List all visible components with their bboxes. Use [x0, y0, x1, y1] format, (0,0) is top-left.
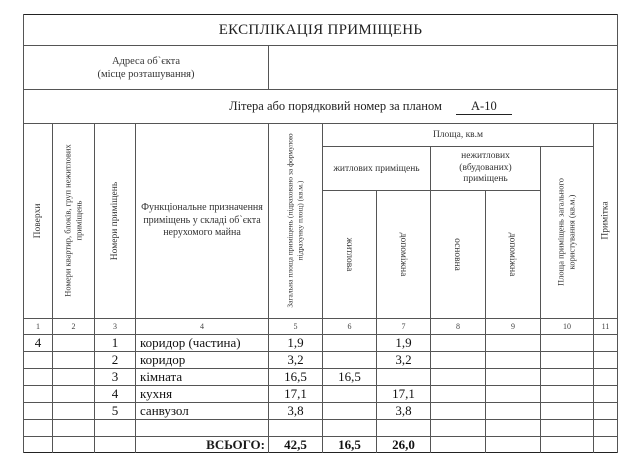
cell-note	[594, 352, 617, 368]
column-number: 9	[511, 322, 515, 331]
cell-common-area	[541, 420, 593, 436]
total-aux-sum: 26,0	[392, 437, 415, 452]
cell-living-area: 16,5	[338, 369, 361, 384]
cell-living-area	[323, 386, 376, 402]
cell-floor	[24, 403, 52, 419]
header-floors: Поверхи	[33, 203, 43, 239]
address-label-line2: (місце розташування)	[97, 68, 195, 80]
cell-living-area	[323, 352, 376, 368]
column-number: 11	[601, 322, 610, 331]
header-area-group: Площа, кв.м	[432, 130, 484, 140]
total-common-sum	[541, 437, 593, 452]
header-common-area: Площа приміщень загального користування (кв.м.)	[555, 178, 577, 286]
cell-aux-area	[377, 420, 430, 436]
table-border-bottom	[23, 452, 618, 453]
column-number: 3	[113, 322, 117, 331]
cell-common-area	[541, 403, 593, 419]
address-label	[24, 46, 268, 89]
cell-aux-area	[377, 369, 430, 385]
total-main-nr-sum	[431, 437, 485, 452]
cell-floor: 4	[34, 335, 42, 350]
cell-unit-group	[53, 352, 94, 368]
header-residential-group: житлових приміщень	[333, 163, 420, 174]
cell-note	[594, 403, 617, 419]
column-number: 7	[401, 322, 406, 331]
header-nonresidential-group: нежитлових (вбудованих) приміщень	[459, 151, 512, 185]
header-residential-aux: допоміжна	[398, 232, 409, 277]
cell-aux-area: 3,2	[395, 352, 412, 367]
total-area-sum: 42,5	[284, 437, 307, 452]
cell-total-area: 3,2	[287, 352, 304, 367]
cell-aux-area: 17,1	[392, 386, 415, 401]
header-note: Примітка	[600, 201, 610, 240]
cell-aux-nonresidential	[486, 386, 540, 402]
table-border-right	[617, 14, 618, 453]
cell-room-number: 5	[111, 403, 119, 418]
cell-purpose: кухня	[140, 386, 173, 401]
cell-floor	[24, 369, 52, 385]
cell-floor	[24, 386, 52, 402]
cell-note	[594, 335, 617, 351]
total-note	[594, 437, 617, 452]
column-number: 1	[36, 322, 40, 331]
total-aux-nr-sum	[486, 437, 540, 452]
cell-total-area: 16,5	[284, 369, 307, 384]
cell-aux-nonresidential	[486, 369, 540, 385]
cell-unit-group	[53, 369, 94, 385]
cell-total-area: 17,1	[284, 386, 307, 401]
cell-purpose: коридор	[140, 352, 186, 367]
cell-room-number: 3	[111, 369, 119, 384]
cell-unit-group	[53, 386, 94, 402]
litera-row	[24, 90, 617, 123]
cell-purpose: кімната	[140, 369, 183, 384]
address-value[interactable]	[269, 46, 617, 89]
cell-aux-area: 3,8	[395, 403, 412, 418]
header-unit-numbers: Номери квартир, блоків, груп нежитлових приміщень	[62, 144, 83, 297]
cell-common-area	[541, 369, 593, 385]
cell-living-area	[323, 335, 376, 351]
cell-aux-nonresidential	[486, 335, 540, 351]
cell-living-area	[323, 420, 376, 436]
cell-note	[594, 369, 617, 385]
cell-floor	[24, 420, 52, 436]
cell-common-area	[541, 335, 593, 351]
column-number: 5	[293, 322, 298, 331]
cell-room-number	[95, 420, 135, 436]
cell-total-area: 3,8	[287, 403, 304, 418]
cell-purpose: санвузол	[140, 403, 189, 418]
document-title: ЕКСПЛІКАЦІЯ ПРИМІЩЕНЬ	[218, 21, 423, 38]
cell-main-nonresidential	[431, 335, 485, 351]
cell-note	[594, 420, 617, 436]
litera-value[interactable]: А-10	[456, 99, 512, 115]
column-number: 4	[200, 322, 204, 331]
cell-aux-nonresidential	[486, 403, 540, 419]
cell-room-number: 4	[111, 386, 119, 401]
cell-common-area	[541, 386, 593, 402]
cell-main-nonresidential	[431, 386, 485, 402]
cell-aux-area: 1,9	[395, 335, 412, 350]
column-number: 10	[563, 322, 571, 331]
cell-aux-nonresidential	[486, 352, 540, 368]
header-main: основна	[452, 238, 463, 271]
header-living: житлова	[344, 237, 355, 272]
cell-main-nonresidential	[431, 420, 485, 436]
cell-total-area: 1,9	[287, 335, 304, 350]
cell-main-nonresidential	[431, 403, 485, 419]
cell-unit-group	[53, 335, 94, 351]
header-room-numbers: Номери приміщень	[110, 181, 120, 261]
column-number: 8	[456, 322, 460, 331]
cell-main-nonresidential	[431, 369, 485, 385]
total-label: ВСЬОГО:	[206, 437, 265, 452]
column-number: 6	[347, 322, 352, 331]
total-living-sum: 16,5	[338, 437, 361, 452]
litera-label: Літера або порядковий номер за планом	[229, 99, 442, 113]
cell-living-area	[323, 403, 376, 419]
cell-unit-group	[53, 403, 94, 419]
cell-purpose	[136, 420, 268, 436]
cell-room-number: 2	[111, 352, 119, 367]
cell-total-area	[269, 420, 322, 436]
header-purpose: Функціональне призначення приміщень у складі об`єкта нерухомого майна	[141, 202, 263, 239]
header-total-area: Загальна площа приміщень (підраховано за формулою підрахунку площ) (кв.м.)	[285, 133, 304, 308]
cell-main-nonresidential	[431, 352, 485, 368]
cell-floor	[24, 352, 52, 368]
cell-purpose: коридор (частина)	[140, 335, 241, 350]
address-label-line1: Адреса об`єкта	[111, 55, 181, 67]
cell-aux-nonresidential	[486, 420, 540, 436]
cell-common-area	[541, 352, 593, 368]
header-nonresidential-aux: допоміжна	[507, 232, 518, 277]
cell-note	[594, 386, 617, 402]
cell-unit-group	[53, 420, 94, 436]
cell-room-number: 1	[111, 335, 119, 350]
column-number: 2	[71, 322, 76, 331]
